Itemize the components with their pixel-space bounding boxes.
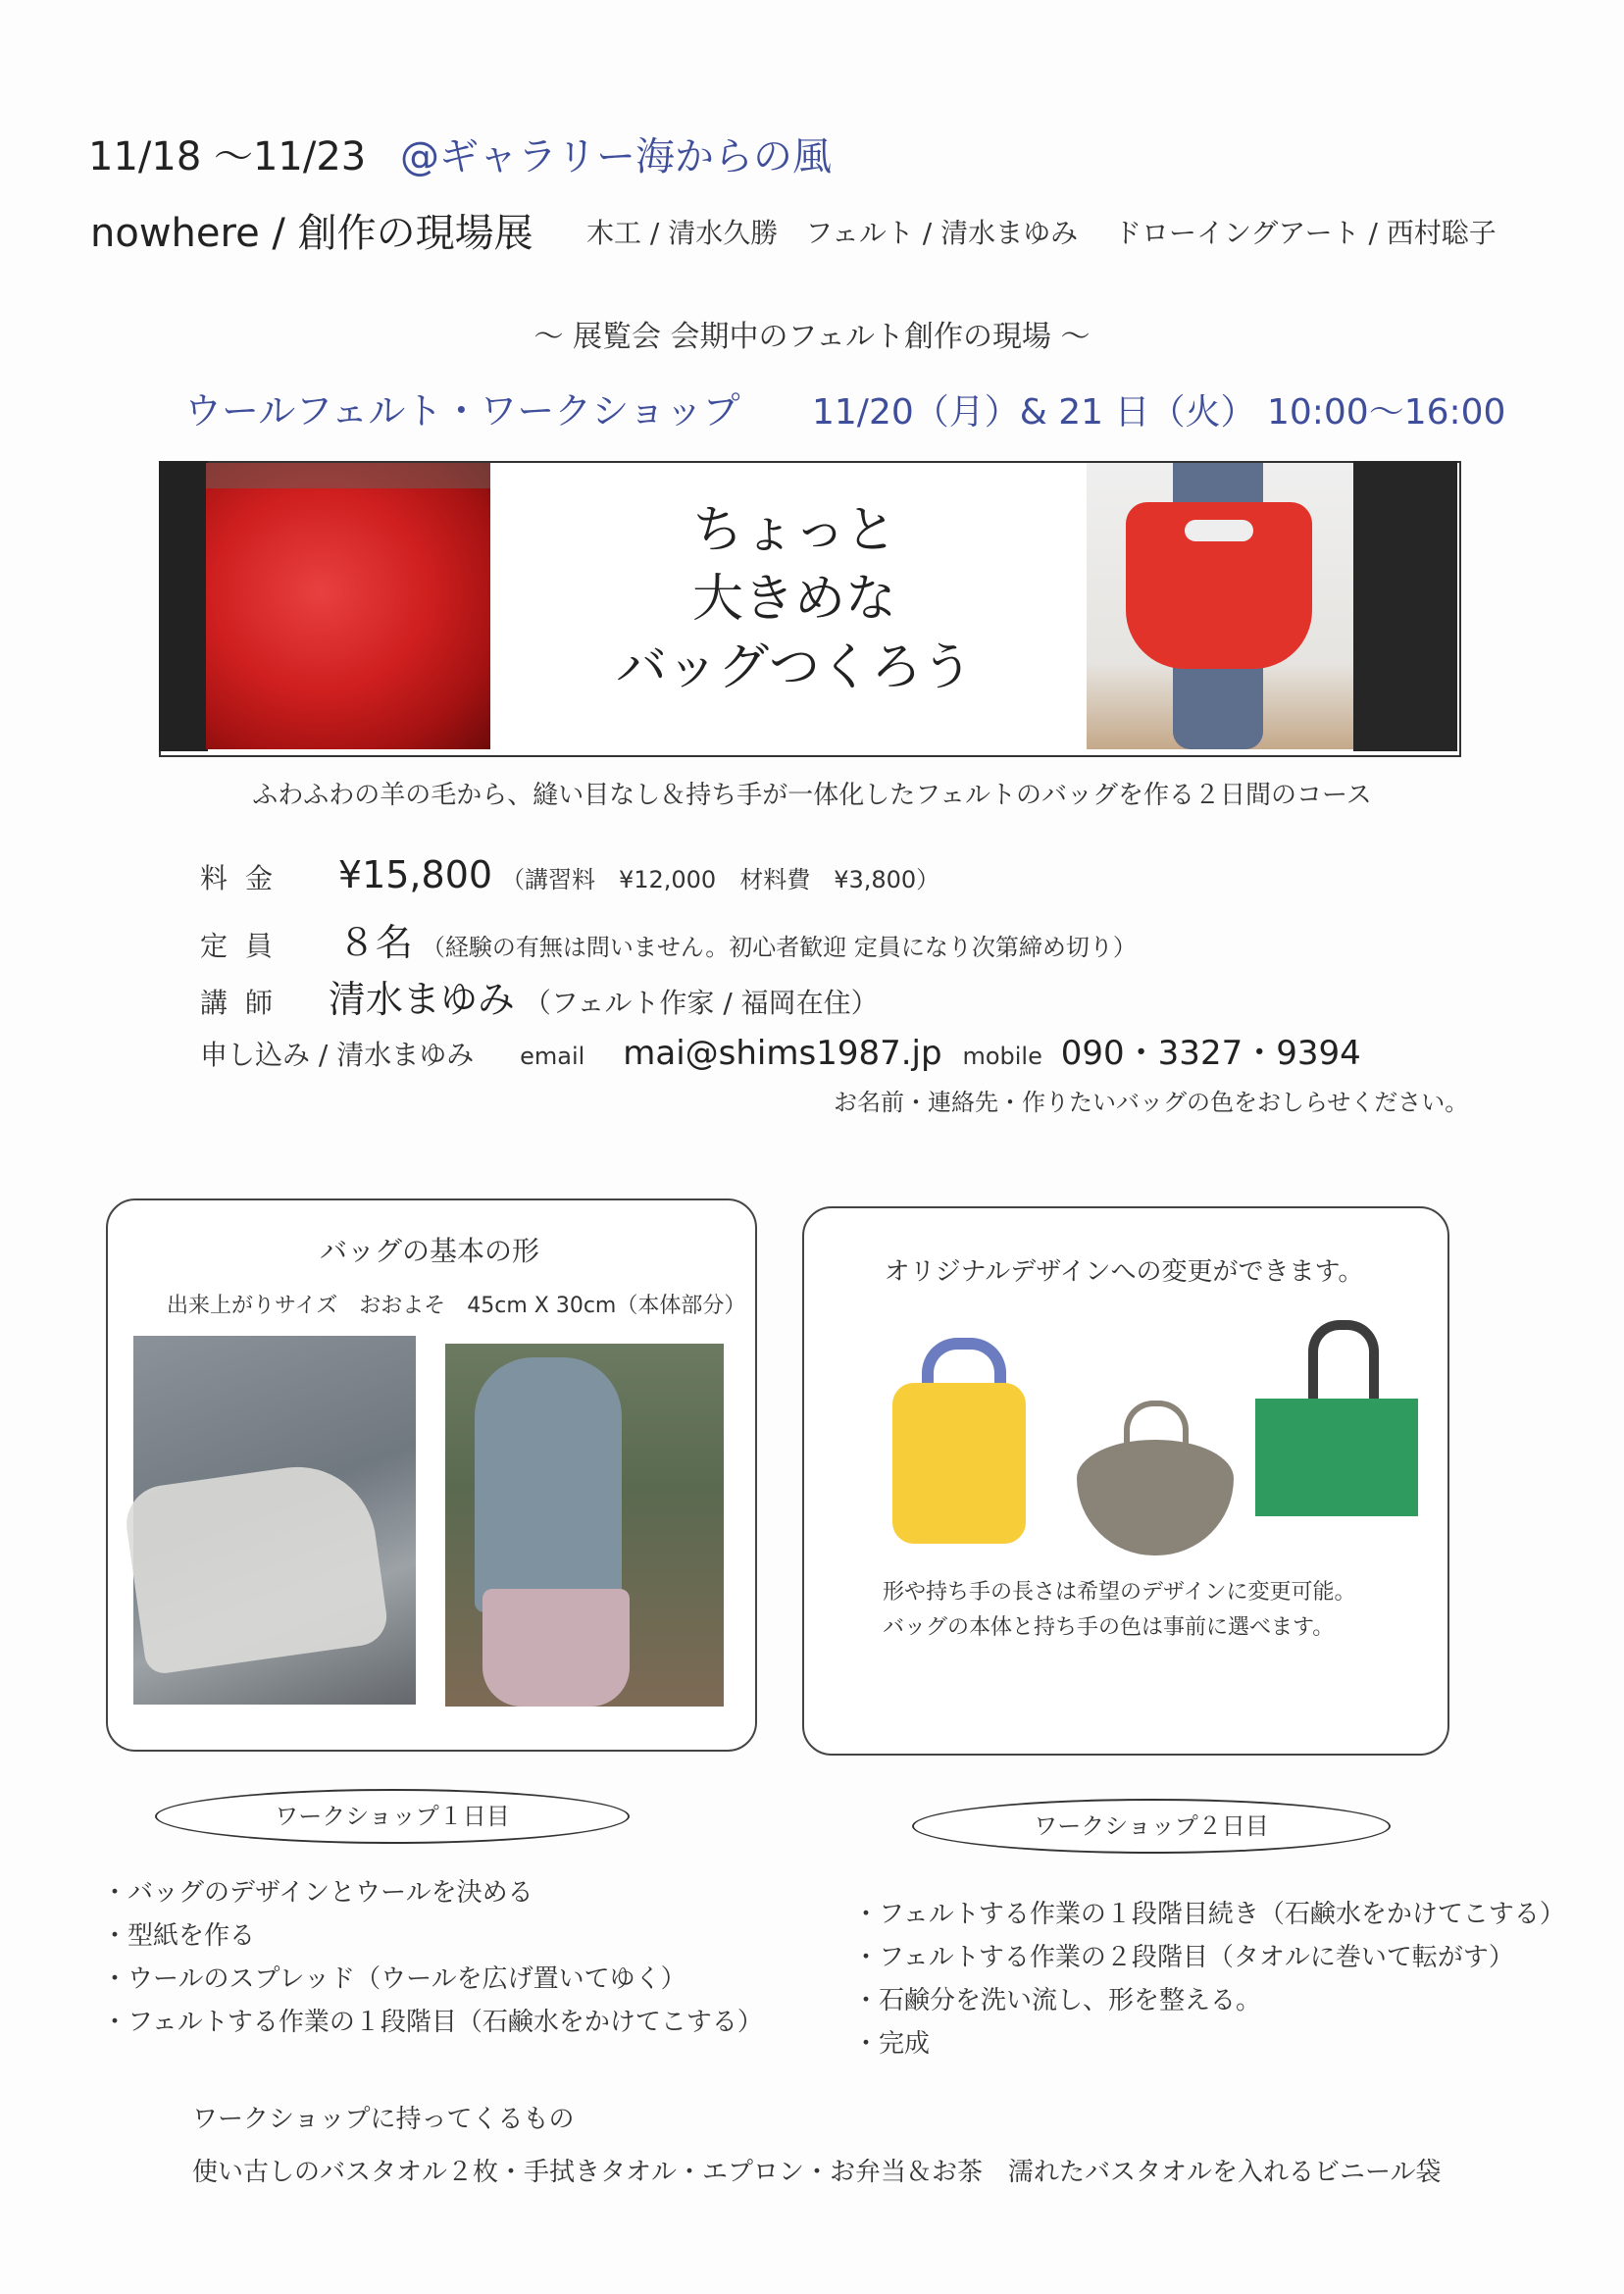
design-note-2: バッグの本体と持ち手の色は事前に選べます。 xyxy=(883,1615,1335,1640)
day1-list xyxy=(102,1871,763,2044)
design-note-1: 形や持ち手の長さは希望のデザインに変更可能。 xyxy=(883,1580,1356,1605)
instructor-value: 清水まゆみ xyxy=(328,978,515,1021)
exhibition-dates: 11/18 ～11/23 xyxy=(88,134,367,179)
instructor-row xyxy=(200,969,879,1023)
basic-shape-title: バッグの基本の形 xyxy=(319,1235,539,1267)
white-felt-bag xyxy=(122,1457,390,1676)
day2-heading: ワークショップ２日目 xyxy=(912,1799,1391,1854)
fee-row xyxy=(200,853,939,896)
course-description: ふわふわの羊の毛から、縫い目なし＆持ち手が一体化したフェルトのバッグを作る２日間のコース xyxy=(252,781,1372,810)
venue-name: @ギャラリー海からの風 xyxy=(400,134,832,179)
email-link[interactable]: mai@shims1987.jp xyxy=(623,1034,942,1073)
apply-row xyxy=(200,1026,1361,1074)
list-item: ・バッグのデザインとウールを決める xyxy=(102,1878,533,1908)
list-item: ・型紙を作る xyxy=(102,1921,256,1951)
banner-line-2: 大きめな xyxy=(691,570,896,629)
banner-line-1: ちょっと xyxy=(691,501,896,560)
original-design-title: オリジナルデザインへの変更ができます。 xyxy=(884,1257,1364,1287)
red-bag-photo xyxy=(1087,463,1353,749)
capacity-note: （経験の有無は問いません。初心者歓迎 定員になり次第締め切り） xyxy=(421,934,1137,961)
fee-value: ¥15,800 xyxy=(337,853,493,896)
person-figure xyxy=(475,1357,622,1612)
apply-label: 申し込み / 清水まゆみ xyxy=(200,1039,475,1071)
exhibition-subtitle: ～ 展覧会 会期中のフェルト創作の現場 ～ xyxy=(533,320,1091,354)
instructor-label: 講師 xyxy=(200,987,291,1019)
apply-note: お名前・連絡先・作りたいバッグの色をおしらせください。 xyxy=(834,1089,1469,1116)
red-felt-photo xyxy=(206,463,490,749)
exhibition-title: nowhere / 創作の現場展 xyxy=(90,211,533,256)
day1-heading: ワークショップ１日目 xyxy=(155,1789,630,1844)
list-item: ・完成 xyxy=(853,2029,931,2059)
fee-note: （講習料 ¥12,000 材料費 ¥3,800） xyxy=(500,866,940,893)
size-note: 出来上がりサイズ おおよそ 45cm X 30cm（本体部分） xyxy=(167,1294,746,1318)
fee-label: 料金 xyxy=(200,862,291,894)
banner-line-3: バッグつくろう xyxy=(615,638,973,697)
bag-handle-hole xyxy=(1185,520,1253,541)
bring-items: 使い古しのバスタオル２枚・手拭きタオル・エプロン・お弁当＆お茶 濡れたバスタオルを入れるビニール袋 xyxy=(192,2158,1442,2187)
email-label: email xyxy=(520,1043,585,1070)
day2-list xyxy=(853,1893,1565,2065)
white-bag-photo xyxy=(133,1336,416,1705)
list-item: ・フェルトする作業の１段階目続き（石鹸水をかけてこする） xyxy=(853,1900,1565,1929)
banner-right-edge xyxy=(1353,461,1457,751)
list-item: ・石鹸分を洗い流し、形を整える。 xyxy=(853,1986,1262,2015)
list-item: ・フェルトする作業の１段階目（石鹸水をかけてこする） xyxy=(102,2008,763,2037)
banner-left-edge xyxy=(159,461,208,751)
mobile-label: mobile xyxy=(962,1043,1042,1070)
workshop-title: ウールフェルト・ワークショップ xyxy=(184,389,740,433)
instructor-note: （フェルト作家 / 福岡在住） xyxy=(523,987,879,1019)
mobile-number: 090・3327・9394 xyxy=(1060,1034,1361,1073)
yellow-bag-icon xyxy=(892,1383,1026,1544)
capacity-value: ８名 xyxy=(337,921,413,964)
list-item: ・フェルトする作業の２段階目（タオルに巻いて転がす） xyxy=(853,1943,1514,1972)
green-bag-icon xyxy=(1255,1399,1418,1516)
capacity-label: 定員 xyxy=(200,930,291,962)
banner-headline xyxy=(549,496,1040,702)
pink-bag-photo xyxy=(445,1344,724,1707)
bring-heading: ワークショップに持ってくるもの xyxy=(192,2105,575,2134)
list-item: ・ウールのスプレッド（ウールを広げ置いてゆく） xyxy=(102,1964,686,1994)
pink-bag xyxy=(482,1589,630,1707)
artists-list: 木工 / 清水久勝 フェルト / 清水まゆみ ドローイングアート / 西村聡子 xyxy=(586,217,1497,249)
workshop-date: 11/20（月）& 21 日（火） 10:00～16:00 xyxy=(812,392,1506,433)
capacity-row xyxy=(200,912,1137,966)
design-note xyxy=(883,1575,1355,1646)
